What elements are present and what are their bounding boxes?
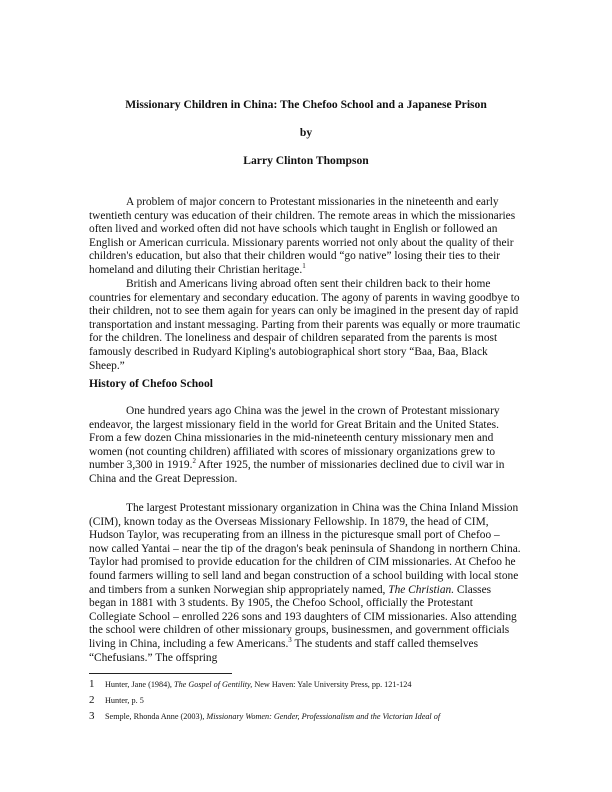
footnote-3-pre: Semple, Rhonda Anne (2003), [105,712,207,721]
paragraph-2-text: British and Americans living abroad often sent their children back to their home countries for elementary and secondary education. The agony of parents in waving goodbye to their children, not to see them again for years can only be imagined in the present day of rapid transportation and instant messaging. Parting from their parents was equally or more traumatic for the children. The loneliness and despair of children separated from the parents is most famously described in Rudyard Kipling's autobiographical short story “Baa, Baa, Black Sheep.” [89,278,521,372]
footnote-2-number: 2 [89,694,95,706]
paragraph-1 [89,196,521,278]
footnote-3 [89,711,529,722]
paragraph-3 [89,405,521,487]
footnote-1-number: 1 [89,678,95,690]
document-title: Missionary Children in China: The Chefoo School and a Japanese Prison [125,98,487,111]
footnote-3-number: 3 [89,710,95,722]
byline-by: by [299,126,313,139]
footnote-1-post: New Haven: Yale University Press, pp. 121-124 [252,680,412,689]
section-heading: History of Chefoo School [89,377,213,390]
paragraph-4 [89,502,521,665]
ship-name: The Christian. [388,583,455,596]
paragraph-4-text-c: The students and staff called themselves “Chefusians.” The offspring [89,637,479,664]
paragraph-2 [89,278,521,373]
footnote-separator [89,673,232,674]
author-name: Larry Clinton Thompson [243,154,369,167]
paragraph-3-text-a: One hundred years ago China was the jewel in the crown of Protestant missionary endeavor, the largest missionary field in the world for Great Britain and the United States. From a few dozen China missionaries in the mid-nineteenth century missionary men and women (not counting children) affiliated with scores of missionary organizations grew to number 3,300 in 1919. [89,405,500,472]
footnote-2-pre: Hunter, p. 5 [105,696,144,705]
footnote-1 [89,679,529,690]
footnote-ref-1: 1 [302,262,306,271]
footnote-2 [89,695,529,706]
footnote-1-pre: Hunter, Jane (1984), [105,680,175,689]
footnote-ref-2: 2 [192,457,196,466]
paragraph-3-text-b: After 1925, the number of missionaries declined due to civil war in China and the Great Depression. [89,459,505,485]
paragraph-1-text: A problem of major concern to Protestant missionaries in the nineteenth and early twentieth century was education of their children. The remote areas in which the missionaries often lived and worked often did not have schools which taught in English or followed an English or American curricula. Missionary parents worried not only about the quality of their children's education, but also that their children would “go native” losing their ties to their homeland and diluting their Christian heritage. [89,196,516,276]
paragraph-4-text-b: Classes began in 1881 with 3 students. By 1905, the Chefoo School, officially the Protestant Collegiate School – enrolled 226 sons and 193 daughters of CIM missionaries. Also attending the school were children of other missionary groups, businessmen, and government officials living in China, including a few Americans. [89,583,517,650]
paragraph-4-text-a: The largest Protestant missionary organization in China was the China Inland Mission (CIM), known today as the Overseas Missionary Fellowship. In 1879, the head of CIM, Hudson Taylor, was recuperating from an illness in the picturesque small port of Chefoo – now called Yantai – near the tip of the dragon's beak peninsula of Shandong in northern China. Taylor had promised to provide education for the children of CIM missionaries. At Chefoo he found farmers willing to sell land and began construction of a school building with local stone and timbers from a sunken Norwegian ship appropriately named, [89,502,521,596]
footnote-ref-3: 3 [288,636,292,645]
footnote-1-title: The Gospel of Gentility, [174,680,253,689]
footnote-3-title: Missionary Women: Gender, Professionalism and the Victorian Ideal of [206,712,441,721]
